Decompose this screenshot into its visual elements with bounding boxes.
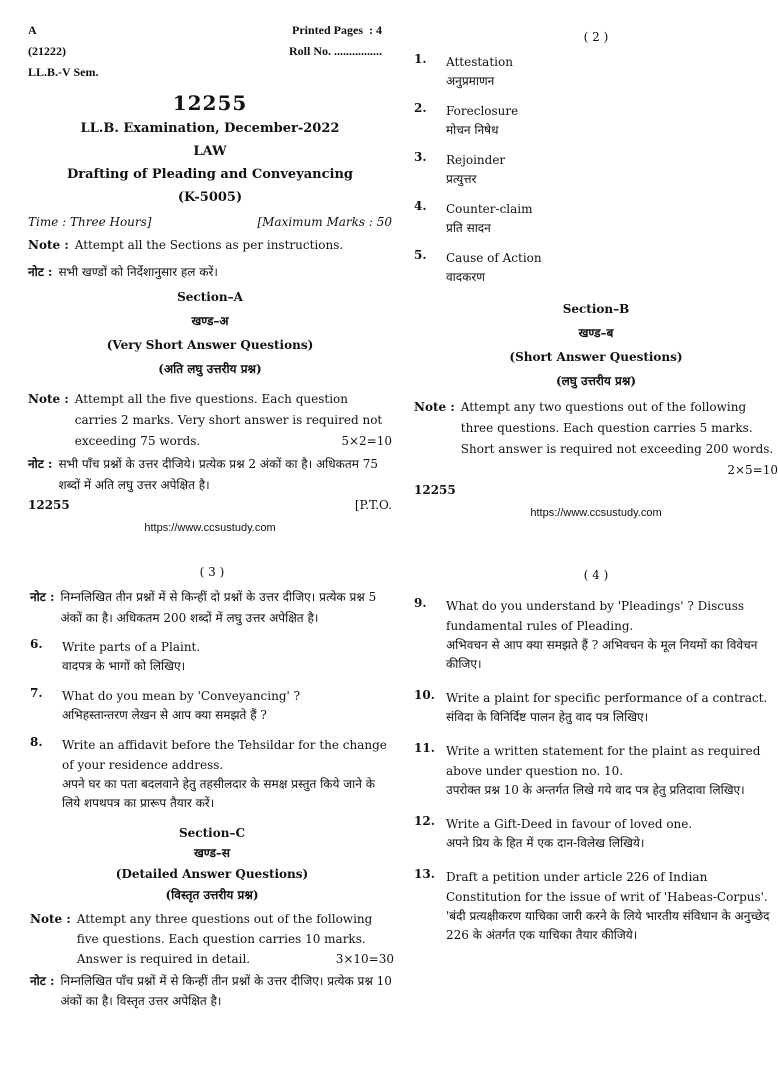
section-b-title-hindi: खण्ड–ब [578,326,614,340]
question-item [30,735,394,813]
question-text-hindi: संविदा के विनिर्दिष्ट पालन हेतु वाद पत्र लिखिए। [446,710,649,724]
question-item [414,741,778,800]
question-text-hindi: अपने घर का पता बदलवाने हेतु तहसीलदार के समक्ष प्रस्तुत किये जाने के लिये शपथपत्र का प्रारूप तैयार करें। [62,777,375,810]
question-text: Rejoinder [446,153,506,167]
exam-code: (21222) [28,44,66,58]
question-number: 8. [30,735,43,749]
section-b-note-hi-text: निम्नलिखित तीन प्रश्नों में से किन्हीं दो प्रश्नों के उत्तर दीजिए। प्रत्येक प्रश्न 5 अंकों का है। अधिकतम 200 शब्दों में लघु उत्तर अपेक्षित है। [60,590,377,625]
question-text-hindi: 'बंदी प्रत्यक्षीकरण याचिका जारी करने के लिये भारतीय संविधान के अनुच्छेद 226 के अंतर्गत एक याचिका तैयार कीजिये। [446,909,770,942]
section-a-note-label: Note : [28,392,69,406]
question-text-hindi: मोचन निषेध [446,123,499,137]
question-number: 7. [30,686,43,700]
section-b-type-hindi: (लघु उत्तरीय प्रश्न) [555,374,637,388]
question-text-hindi: उपरोक्त प्रश्न 10 के अन्तर्गत लिखे गये वाद पत्र हेतु प्रतिदावा लिखिए। [446,783,745,797]
section-b-note-hindi [30,587,394,629]
page-number: ( 2 ) [583,30,609,44]
question-text-hindi: वादपत्र के भागों को लिखिए। [62,659,186,673]
section-a-note-hi-label: नोट : [28,457,53,471]
time-allowed: Time : Three Hours] [28,215,152,229]
section-c-note-text: Attempt any three questions out of the following five questions. Each question carries 10 marks. Answer is required in detail. [76,912,373,966]
section-b-note-hi-label: नोट : [30,590,55,604]
question-text-hindi: वादकरण [446,270,485,284]
section-c-title: Section–C [179,826,245,840]
question-item [414,52,778,91]
question-number: 13. [414,867,435,881]
question-text: Cause of Action [446,251,542,265]
question-number: 4. [414,199,427,213]
question-text-hindi: प्रत्युत्तर [446,172,477,186]
section-c-note-label: Note : [30,912,71,926]
question-text: Attestation [446,55,513,69]
section-b-marks: 2×5=10 [727,463,778,477]
question-number: 11. [414,741,435,755]
note-hi-text: सभी खण्डों को निर्देशानुसार हल करें। [58,265,218,279]
section-b-note [414,397,778,481]
header-row-1 [28,20,392,41]
footer-pto: [P.T.O. [354,498,392,512]
question-text-hindi: अनुप्रमाणन [446,74,495,88]
footer-url: https://www.ccsustudy.com [144,522,276,534]
section-c-marks: 3×10=30 [335,952,394,966]
question-number: 1. [414,52,427,66]
question-number: 3. [414,150,427,164]
question-text: What do you mean by 'Conveyancing' ? [62,689,301,703]
paper-code: 12255 [172,91,248,115]
page-number: ( 3 ) [199,565,225,579]
question-item [30,637,394,676]
page-1 [28,20,392,534]
paper-title: Drafting of Pleading and Conveyancing [66,167,354,182]
page-1-footer [28,498,392,512]
question-text: Write parts of a Plaint. [62,640,201,654]
question-text: Write a Gift-Deed in favour of loved one. [446,817,693,831]
question-text: What do you understand by 'Pleadings' ? Discuss fundamental rules of Pleading. [446,599,745,633]
section-a-type: (Very Short Answer Questions) [106,338,314,352]
question-number: 12. [414,814,435,828]
time-marks-row [28,215,392,229]
question-item [414,101,778,140]
question-text-hindi: अभिवचन से आप क्या समझते हैं ? अभिवचन के मूल नियमों का विवेचन कीजिए। [446,638,758,671]
subject: LAW [193,144,227,159]
question-item [414,814,778,853]
section-b-note-label: Note : [414,400,455,414]
question-item [414,248,778,287]
question-item [30,686,394,725]
question-number: 2. [414,101,427,115]
question-number: 10. [414,688,435,702]
section-b-type: (Short Answer Questions) [509,350,683,364]
section-a-marks: 5×2=10 [341,434,392,448]
exam-title: LL.B. Examination, December-2022 [80,121,340,136]
section-c-note-hi-text: निम्नलिखित पाँच प्रश्नों में से किन्हीं तीन प्रश्नों के उत्तर दीजिए। प्रत्येक प्रश्न 10 अंकों का है। विस्तृत उत्तर अपेक्षित है। [60,974,392,1008]
question-item [414,867,778,945]
page-2 [414,30,778,530]
section-a-type-hindi: (अति लघु उत्तरीय प्रश्न) [158,362,262,376]
page-number: ( 4 ) [583,568,609,582]
section-c-type-hindi: (विस्तृत उत्तरीय प्रश्न) [165,888,259,902]
question-text: Foreclosure [446,104,519,118]
section-a-note-hindi [28,454,392,496]
section-c-title-hindi: खण्ड–स [193,846,231,860]
page-2-footer [414,483,778,497]
printed-pages [292,20,382,41]
question-text: Draft a petition under article 226 of Indian Constitution for the issue of writ of 'Habeas-Corpus'. [446,870,768,904]
question-text-hindi: अपने प्रिय के हित में एक दान-विलेख लिखिये। [446,836,645,850]
footer-code: 12255 [414,483,456,497]
note-text: Attempt all the Sections as per instructions. [74,238,344,252]
roll-number: Roll No. ................ [289,44,382,58]
section-c-note-hi-label: नोट : [30,974,55,988]
section-a-note-hi-text: सभी पाँच प्रश्नों के उत्तर दीजिये। प्रत्येक प्रश्न 2 अंकों का है। अधिकतम 75 शब्दों में अति लघु उत्तर अपेक्षित है। [58,457,378,492]
question-number: 9. [414,596,427,610]
question-text: Write a written statement for the plaint as required above under question no. 10. [446,744,761,778]
page-4 [414,568,778,1068]
question-text-hindi: प्रति सादन [446,221,491,235]
section-a-title: Section–A [177,290,243,304]
course-name: LL.B.-V Sem. [28,65,99,79]
footer-code: 12255 [28,498,70,512]
question-text: Write an affidavit before the Tehsildar for the change of your residence address. [62,738,387,772]
question-number: 6. [30,637,43,651]
paper-id: (K-5005) [177,190,243,205]
general-note-hindi [28,262,392,283]
question-item [414,688,778,727]
section-c-note-hindi [30,971,394,1011]
page-3 [30,565,394,1065]
section-a-note-text: Attempt all the five questions. Each question carries 2 marks. Very short answer is required not exceeding 75 words. [74,392,383,448]
general-note [28,235,392,256]
question-item [414,199,778,238]
printed-pages-value: : 4 [369,23,382,37]
note-hi-label: नोट : [28,265,53,279]
question-number: 5. [414,248,427,262]
footer-url: https://www.ccsustudy.com [530,507,662,519]
section-a-note [28,389,392,452]
max-marks: [Maximum Marks : 50 [257,215,392,229]
header-row-2 [28,41,392,62]
note-label: Note : [28,238,69,252]
question-item [414,150,778,189]
question-text-hindi: अभिहस्तान्तरण लेखन से आप क्या समझते हैं ? [62,708,267,722]
printed-pages-label: Printed Pages [292,23,363,37]
section-b-note-text: Attempt any two questions out of the following three questions. Each question carries 5 marks. Short answer is required not exceeding 200 words. [460,400,774,456]
section-a-title-hindi: खण्ड–अ [191,314,229,328]
question-text: Write a plaint for specific performance of a contract. [446,691,768,705]
question-item [414,596,778,674]
series-label: A [28,23,37,37]
section-b-title: Section–B [562,302,630,316]
section-c-type: (Detailed Answer Questions) [115,867,309,881]
question-text: Counter-claim [446,202,533,216]
header-row-3 [28,62,392,83]
section-c-note [30,909,394,969]
